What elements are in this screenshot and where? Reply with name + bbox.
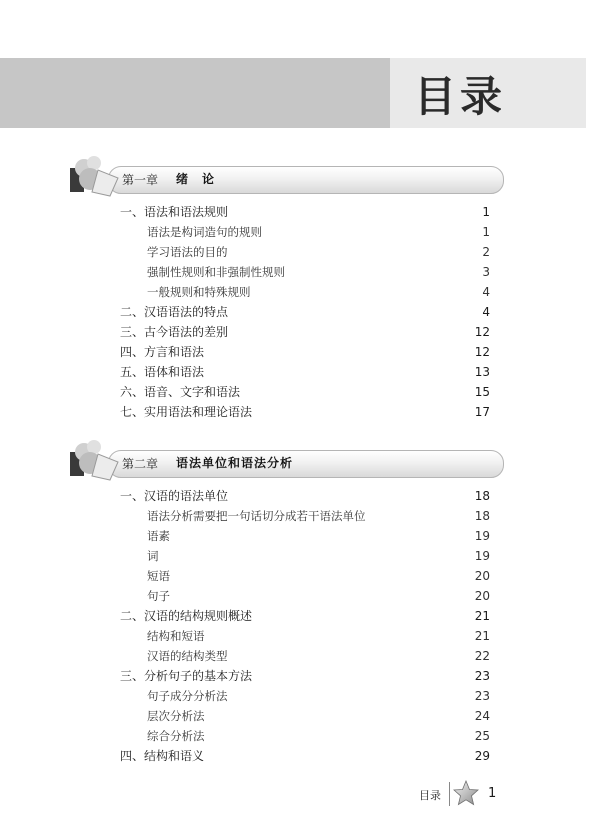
page-number: 1 xyxy=(488,786,497,801)
toc-entry-page: 1 xyxy=(482,205,490,219)
toc-entry-page: 23 xyxy=(474,669,490,683)
toc-entry-title: 综合分析法 xyxy=(147,729,205,743)
toc-subentry[interactable] xyxy=(147,282,490,302)
toc-entry-title: 二、汉语语法的特点 xyxy=(120,305,229,319)
toc-subentry[interactable] xyxy=(147,526,490,546)
toc-entry[interactable] xyxy=(120,322,490,342)
toc-entry-page: 12 xyxy=(474,325,490,339)
page-title: 目录 xyxy=(414,72,507,121)
toc-entry-page: 24 xyxy=(474,709,490,723)
toc-entry-title: 语素 xyxy=(147,529,170,543)
toc-entry-page: 13 xyxy=(474,365,490,379)
toc-entry-page: 1 xyxy=(482,225,490,239)
toc-entry-title: 二、汉语的结构规则概述 xyxy=(120,609,253,623)
toc-entry-title: 学习语法的目的 xyxy=(147,245,228,259)
toc-entry-page: 22 xyxy=(474,649,490,663)
toc-subentry[interactable] xyxy=(147,566,490,586)
toc-entry[interactable] xyxy=(120,302,490,322)
toc-entry-title: 一、汉语的语法单位 xyxy=(120,489,229,503)
footer-divider xyxy=(449,782,450,806)
toc-entry-title: 三、古今语法的差别 xyxy=(120,325,229,339)
toc-subentry[interactable] xyxy=(147,586,490,606)
chapter-label: 第一章 xyxy=(122,173,159,187)
toc-entry-title: 短语 xyxy=(147,569,170,583)
toc-entry-title: 六、语音、文字和语法 xyxy=(120,385,241,399)
toc-subentry[interactable] xyxy=(147,262,490,282)
toc-subentry[interactable] xyxy=(147,506,490,526)
toc-entry-title: 五、语体和语法 xyxy=(120,365,205,379)
toc-subentry[interactable] xyxy=(147,726,490,746)
toc-entry-title: 词 xyxy=(147,549,159,563)
toc-entry[interactable] xyxy=(120,382,490,402)
chapter-header-1 xyxy=(70,162,504,196)
toc-entry-page: 19 xyxy=(474,549,490,563)
toc-entry-title: 汉语的结构类型 xyxy=(147,649,228,663)
toc-entry-title: 三、分析句子的基本方法 xyxy=(120,669,253,683)
toc-entry-title: 一、语法和语法规则 xyxy=(120,205,229,219)
chapter-title: 语法单位和语法分析 xyxy=(176,456,294,470)
toc-subentry[interactable] xyxy=(147,626,490,646)
toc-entry[interactable] xyxy=(120,362,490,382)
toc-entry-title: 七、实用语法和理论语法 xyxy=(120,405,253,419)
chapter-decoration-icon xyxy=(70,438,122,482)
toc-subentry[interactable] xyxy=(147,222,490,242)
toc-entry-page: 12 xyxy=(474,345,490,359)
chapter-title: 绪 论 xyxy=(176,172,216,186)
toc-entry[interactable] xyxy=(120,746,490,766)
toc-entry-page: 21 xyxy=(474,629,490,643)
toc-entry-page: 20 xyxy=(474,589,490,603)
toc-entry-page: 4 xyxy=(482,285,490,299)
toc-entry-title: 四、结构和语义 xyxy=(120,749,205,763)
toc-subentry[interactable] xyxy=(147,242,490,262)
toc-entry-page: 20 xyxy=(474,569,490,583)
toc-entry-title: 四、方言和语法 xyxy=(120,345,205,359)
toc-entry-title: 语法是构词造句的规则 xyxy=(147,225,262,239)
toc-entry-title: 句子成分分析法 xyxy=(147,689,228,703)
toc-entry-page: 2 xyxy=(482,245,490,259)
toc-entry-page: 17 xyxy=(474,405,490,419)
toc-entry-page: 3 xyxy=(482,265,490,279)
toc-entry[interactable] xyxy=(120,202,490,222)
chapter-header-2 xyxy=(70,446,504,480)
toc-entry-page: 15 xyxy=(474,385,490,399)
toc-entry-page: 18 xyxy=(474,509,490,523)
toc-entry-title: 层次分析法 xyxy=(147,709,205,723)
toc-entry[interactable] xyxy=(120,486,490,506)
toc-entry-title: 结构和短语 xyxy=(147,629,205,643)
toc-entry-page: 18 xyxy=(474,489,490,503)
toc-entry[interactable] xyxy=(120,606,490,626)
toc-entry-page: 23 xyxy=(474,689,490,703)
toc-entry[interactable] xyxy=(120,402,490,422)
toc-entry-title: 强制性规则和非强制性规则 xyxy=(147,265,285,279)
toc-entry-page: 21 xyxy=(474,609,490,623)
toc-entry-title: 语法分析需要把一句话切分成若干语法单位 xyxy=(147,509,366,523)
footer-label: 目录 xyxy=(419,789,441,802)
toc-entry-title: 一般规则和特殊规则 xyxy=(147,285,251,299)
chapter-banner xyxy=(108,166,504,194)
toc-entry-page: 4 xyxy=(482,305,490,319)
chapter-label: 第二章 xyxy=(122,457,159,471)
toc-entry-page: 25 xyxy=(474,729,490,743)
chapter-decoration-icon xyxy=(70,154,122,198)
toc-entry-page: 29 xyxy=(474,749,490,763)
toc-subentry[interactable] xyxy=(147,706,490,726)
star-icon xyxy=(453,780,479,806)
toc-subentry[interactable] xyxy=(147,546,490,566)
toc-entry[interactable] xyxy=(120,342,490,362)
chapter-banner xyxy=(108,450,504,478)
toc-subentry[interactable] xyxy=(147,686,490,706)
toc-entry-page: 19 xyxy=(474,529,490,543)
toc-entry[interactable] xyxy=(120,666,490,686)
toc-subentry[interactable] xyxy=(147,646,490,666)
toc-entry-title: 句子 xyxy=(147,589,170,603)
